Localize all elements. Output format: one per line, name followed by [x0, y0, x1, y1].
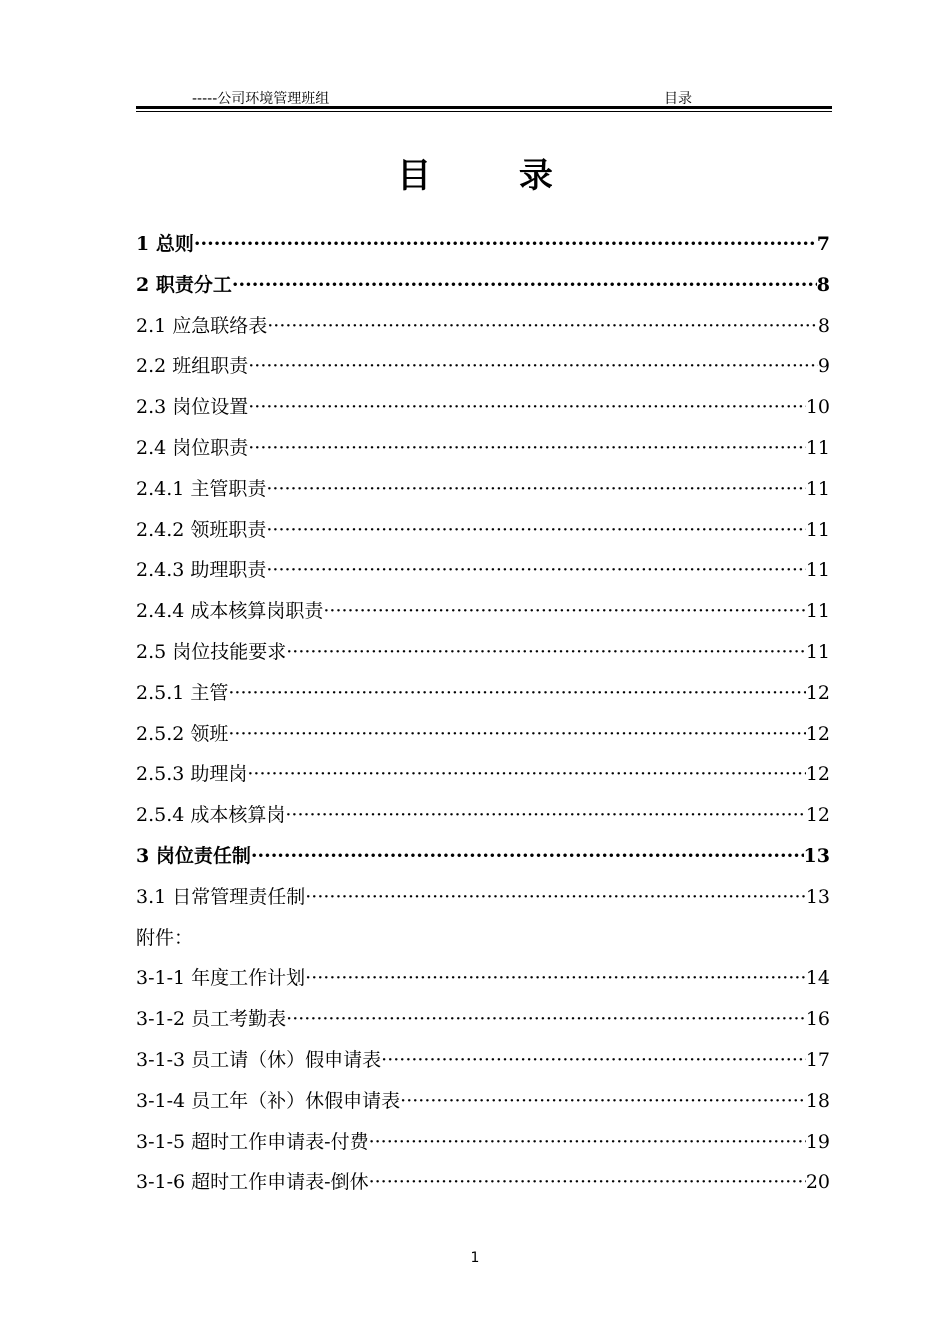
- toc-dot-leader: [248, 387, 806, 428]
- toc-entry[interactable]: [136, 877, 830, 918]
- toc-entry[interactable]: [136, 1040, 830, 1081]
- toc-entry-page-number: 8: [816, 273, 830, 296]
- header-rule-thin: [136, 111, 832, 112]
- toc-entry[interactable]: [136, 346, 830, 387]
- toc-entry-label: 2 职责分工: [136, 273, 232, 296]
- toc-entry-page-number: 17: [805, 1048, 830, 1071]
- toc-entry[interactable]: [136, 1081, 830, 1122]
- toc-entry[interactable]: [136, 428, 830, 469]
- toc-entry-page-number: 12: [805, 804, 830, 827]
- toc-entry-label: 2.5.2 领班: [136, 722, 229, 745]
- toc-entry-page-number: 19: [805, 1130, 830, 1153]
- toc-dot-leader: [305, 958, 806, 999]
- toc-entry-label: 3-1-2 员工考勤表: [136, 1008, 287, 1031]
- toc-dot-leader: [400, 1081, 806, 1122]
- toc-entry[interactable]: [136, 714, 830, 755]
- toc-dot-leader: [286, 632, 806, 673]
- header-rule-thick: [136, 106, 832, 109]
- toc-entry-label: 2.4.2 领班职责: [136, 518, 267, 541]
- toc-entry[interactable]: [136, 1162, 830, 1203]
- toc-entry-page-number: 13: [805, 885, 830, 908]
- toc-entry-label: 2.1 应急联络表: [136, 314, 268, 337]
- toc-entry-page-number: 13: [803, 844, 830, 867]
- toc-dot-leader: [369, 1162, 806, 1203]
- toc-dot-leader: [251, 836, 804, 877]
- toc-entry-label: 3-1-6 超时工作申请表-倒休: [136, 1171, 369, 1194]
- table-of-contents: [136, 224, 830, 1203]
- toc-entry-label: 2.5.3 助理岗: [136, 763, 248, 786]
- toc-entry-label: 附件：: [136, 926, 194, 949]
- toc-entry-label: 2.4 岗位职责: [136, 436, 249, 459]
- toc-entry[interactable]: [136, 306, 830, 347]
- toc-dot-leader: [228, 714, 805, 755]
- toc-dot-leader: [266, 510, 805, 551]
- toc-title: 目 录: [397, 156, 591, 196]
- toc-dot-leader: [266, 469, 805, 510]
- toc-entry-page-number: 16: [805, 1008, 830, 1031]
- toc-entry-label: 3-1-4 员工年（补）休假申请表: [136, 1089, 401, 1112]
- toc-entry[interactable]: [136, 754, 830, 795]
- toc-entry-page-number: 9: [817, 355, 830, 378]
- toc-entry[interactable]: [136, 591, 830, 632]
- header-section-name: 目录: [664, 91, 692, 107]
- toc-dot-leader: [381, 1040, 806, 1081]
- toc-entry-label: 3-1-1 年度工作计划: [136, 967, 306, 990]
- toc-dot-leader: [369, 1122, 806, 1163]
- toc-entry[interactable]: [136, 795, 830, 836]
- toc-entry-page-number: 14: [805, 967, 830, 990]
- toc-entry-page-number: 11: [805, 477, 830, 500]
- page-header: [136, 86, 832, 108]
- toc-entry[interactable]: [136, 510, 830, 551]
- toc-dot-leader: [194, 224, 817, 265]
- toc-entry-label: 2.3 岗位设置: [136, 396, 249, 419]
- toc-entry-page-number: 8: [817, 314, 830, 337]
- toc-dot-leader: [248, 428, 806, 469]
- toc-entry-page-number: 7: [816, 233, 830, 255]
- toc-entry-page-number: 11: [805, 559, 830, 582]
- toc-entry[interactable]: [136, 632, 830, 673]
- toc-entry-label: 3 岗位责任制: [136, 844, 251, 867]
- toc-entry[interactable]: [136, 958, 830, 999]
- toc-entry-page-number: 12: [805, 763, 830, 786]
- toc-dot-leader: [323, 591, 805, 632]
- toc-dot-leader: [266, 550, 805, 591]
- toc-entry[interactable]: [136, 265, 830, 306]
- toc-dot-leader: [286, 999, 806, 1040]
- toc-entry[interactable]: [136, 550, 830, 591]
- toc-dot-leader: [248, 346, 818, 387]
- toc-entry[interactable]: [136, 999, 830, 1040]
- toc-entry-label: 2.5.4 成本核算岗: [136, 804, 286, 827]
- toc-entry[interactable]: [136, 836, 830, 877]
- header-org-name: -----公司环境管理班组: [192, 91, 330, 107]
- toc-entry-label: 3.1 日常管理责任制: [136, 885, 306, 908]
- toc-entry[interactable]: [136, 1122, 830, 1163]
- toc-entry-page-number: 11: [805, 640, 830, 663]
- toc-entry-page-number: 11: [805, 436, 830, 459]
- toc-entry[interactable]: [136, 918, 830, 959]
- toc-dot-leader: [285, 795, 805, 836]
- toc-entry-page-number: 10: [805, 396, 830, 419]
- toc-entry-label: 2.4.3 助理职责: [136, 559, 267, 582]
- toc-entry[interactable]: [136, 387, 830, 428]
- toc-entry-label: 3-1-5 超时工作申请表-付费: [136, 1130, 369, 1153]
- toc-entry-label: 2.5.1 主管: [136, 681, 229, 704]
- toc-entry[interactable]: [136, 673, 830, 714]
- toc-entry-page-number: 20: [805, 1171, 830, 1194]
- toc-entry-label: 2.2 班组职责: [136, 355, 249, 378]
- toc-dot-leader: [247, 754, 805, 795]
- toc-dot-leader: [228, 673, 805, 714]
- toc-entry-label: 2.5 岗位技能要求: [136, 640, 287, 663]
- toc-entry-page-number: 11: [805, 600, 830, 623]
- toc-entry-label: 2.4.4 成本核算岗职责: [136, 600, 324, 623]
- toc-entry-label: 2.4.1 主管职责: [136, 477, 267, 500]
- toc-entry-page-number: 18: [805, 1089, 830, 1112]
- toc-entry-label: 1 总则: [136, 233, 194, 255]
- toc-entry-label: 3-1-3 员工请（休）假申请表: [136, 1048, 382, 1071]
- toc-entry[interactable]: [136, 469, 830, 510]
- footer-page-number: 1: [470, 1250, 480, 1266]
- toc-entry-page-number: 12: [805, 722, 830, 745]
- toc-entry-page-number: 12: [805, 681, 830, 704]
- toc-dot-leader: [267, 306, 818, 347]
- toc-entry-page-number: 11: [805, 518, 830, 541]
- toc-dot-leader: [232, 265, 817, 306]
- toc-dot-leader: [305, 877, 806, 918]
- toc-entry[interactable]: [136, 224, 830, 265]
